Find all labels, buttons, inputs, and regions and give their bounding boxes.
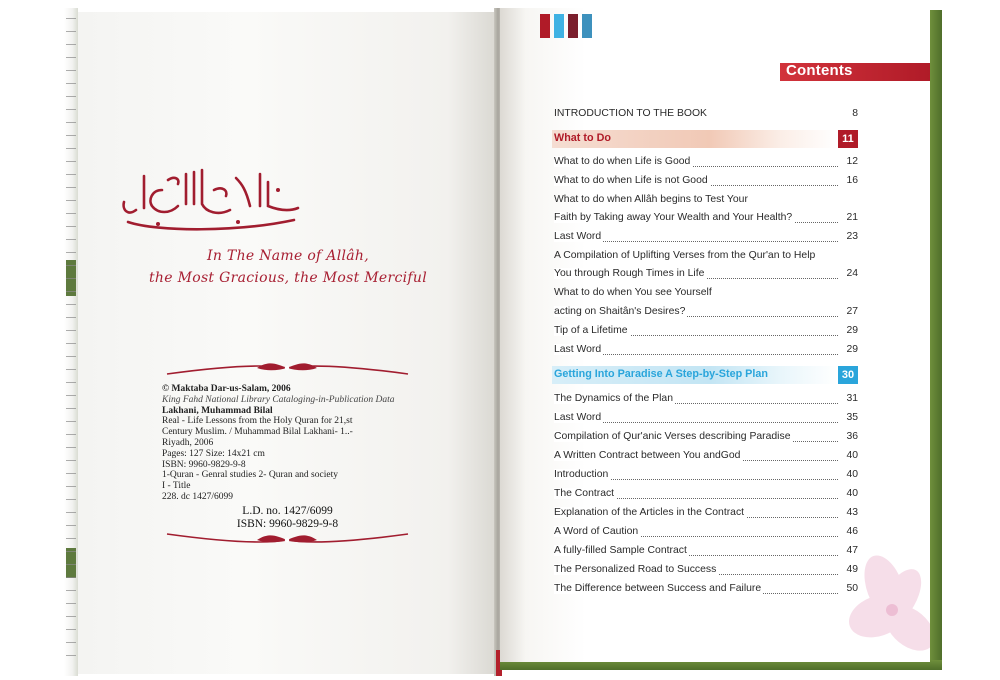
toc-entry bbox=[554, 212, 858, 230]
toc-entry-page: 16 bbox=[846, 175, 858, 186]
toc-entry-title: The Difference between Success and Failure bbox=[554, 583, 762, 594]
toc-entry-page: 8 bbox=[852, 108, 858, 119]
toc-entry-page: 35 bbox=[846, 412, 858, 423]
toc-entry-title: A fully-filled Sample Contract bbox=[554, 545, 687, 556]
toc-entry-title: What to do when Life is Good bbox=[554, 156, 691, 167]
color-tab bbox=[582, 14, 592, 38]
toc-entry bbox=[554, 175, 858, 193]
ld-number: L.D. no. 1427/6099 bbox=[242, 505, 333, 517]
toc-entry-page: 12 bbox=[846, 156, 858, 167]
left-page bbox=[78, 12, 498, 674]
toc-entry-title: You through Rough Times in Life bbox=[554, 268, 705, 279]
pub-line: 228. dc 1427/6099 bbox=[162, 491, 233, 502]
toc-entry-title: The Contract bbox=[554, 488, 615, 499]
toc-entry-page: 29 bbox=[846, 344, 858, 355]
toc-entry-page: 21 bbox=[846, 212, 858, 223]
flower-watermark-icon bbox=[830, 528, 930, 662]
section-title: What to Do bbox=[554, 132, 611, 144]
page-edge-texture bbox=[66, 18, 76, 666]
toc-entry bbox=[554, 450, 858, 468]
toc-entry-title: A Written Contract between You andGod bbox=[554, 450, 741, 461]
toc-entry-title: The Personalized Road to Success bbox=[554, 564, 717, 575]
toc-entry-title: A Compilation of Uplifting Verses from the Qur'an to Help bbox=[554, 250, 816, 261]
toc-entry-title: Last Word bbox=[554, 344, 602, 355]
catalog-line: King Fahd National Library Cataloging-in-Publication Data bbox=[162, 394, 395, 405]
toc-entry-page: 49 bbox=[846, 564, 858, 575]
ornament-divider-top-icon bbox=[165, 356, 410, 380]
toc-entry-title: Last Word bbox=[554, 412, 602, 423]
pub-line: Riyadh, 2006 bbox=[162, 437, 214, 448]
toc-entry-title: What to do when You see Yourself bbox=[554, 287, 712, 298]
section-header-getting-into-paradise bbox=[552, 366, 858, 384]
pub-line: Pages: 127 Size: 14x21 cm bbox=[162, 448, 265, 459]
right-page bbox=[500, 8, 930, 662]
color-tabs bbox=[540, 14, 592, 38]
toc-entry-title: Explanation of the Articles in the Contract bbox=[554, 507, 745, 518]
toc-entry-title: Last Word bbox=[554, 231, 602, 242]
publication-info bbox=[162, 384, 402, 503]
toc-entry-intro bbox=[554, 108, 858, 126]
section-page: 30 bbox=[838, 366, 858, 384]
toc-entry bbox=[554, 583, 858, 601]
toc-entry-title: INTRODUCTION TO THE BOOK bbox=[554, 108, 707, 119]
contents-banner bbox=[780, 63, 930, 81]
toc-entry-title: acting on Shaitân's Desires? bbox=[554, 306, 686, 317]
ornament-divider-bottom-icon bbox=[165, 528, 410, 552]
toc-entry bbox=[554, 393, 858, 411]
basmala-calligraphy-icon bbox=[118, 160, 308, 240]
color-tab bbox=[540, 14, 550, 38]
toc-entry-page: 29 bbox=[846, 325, 858, 336]
contents-title: Contents bbox=[786, 62, 853, 79]
blessing-line-2: the Most Gracious, the Most Merciful bbox=[149, 270, 427, 286]
author-line: Lakhani, Muhammad Bilal bbox=[162, 405, 273, 416]
toc-entry-page: 36 bbox=[846, 431, 858, 442]
toc-entry-title: Tip of a Lifetime bbox=[554, 325, 628, 336]
color-tab bbox=[554, 14, 564, 38]
toc-entry-page: 40 bbox=[846, 488, 858, 499]
color-tab bbox=[568, 14, 578, 38]
toc-entry bbox=[554, 325, 858, 343]
pub-line: 1-Quran - Genral studies 2- Quran and society bbox=[162, 470, 338, 481]
toc-entry-title: Faith by Taking away Your Wealth and Your Health? bbox=[554, 212, 793, 223]
toc-entry bbox=[554, 268, 858, 286]
pub-line: Real - Life Lessons from the Holy Quran for 21,st bbox=[162, 416, 353, 427]
toc-entry-page: 47 bbox=[846, 545, 858, 556]
toc-entry-page: 40 bbox=[846, 469, 858, 480]
right-cover-edge bbox=[930, 10, 942, 662]
toc-entry-page: 31 bbox=[846, 393, 858, 404]
toc-entry bbox=[554, 412, 858, 430]
toc-entry bbox=[554, 564, 858, 582]
toc-entry bbox=[554, 250, 858, 268]
copyright-line: © Maktaba Dar-us-Salam, 2006 bbox=[162, 384, 291, 394]
toc-entry bbox=[554, 306, 858, 324]
toc-entry-title: What to do when Life is not Good bbox=[554, 175, 708, 186]
toc-entry-page: 40 bbox=[846, 450, 858, 461]
toc-entry bbox=[554, 526, 858, 544]
toc-entry bbox=[554, 287, 858, 305]
toc-entry-page: 27 bbox=[846, 306, 858, 317]
toc-entry-page: 50 bbox=[846, 583, 858, 594]
pub-line: ISBN: 9960-9829-9-8 bbox=[162, 459, 246, 470]
toc-entry-page: 23 bbox=[846, 231, 858, 242]
toc-entry-page: 43 bbox=[846, 507, 858, 518]
blessing-line-1: In The Name of Allâh, bbox=[207, 248, 369, 264]
pub-line: Century Muslim. / Muhammad Bilal Lakhani- 1..- bbox=[162, 427, 353, 438]
toc-entry bbox=[554, 431, 858, 449]
pub-line: I - Title bbox=[162, 481, 191, 492]
toc-entry bbox=[554, 488, 858, 506]
toc-entry bbox=[554, 344, 858, 362]
toc-entry-title: What to do when Allâh begins to Test Your bbox=[554, 194, 748, 205]
toc-entry bbox=[554, 194, 858, 212]
toc-entry-page: 24 bbox=[846, 268, 858, 279]
isbn-number: ISBN: 9960-9829-9-8 bbox=[236, 518, 339, 530]
toc-entry-page: 46 bbox=[846, 526, 858, 537]
toc-entry bbox=[554, 156, 858, 174]
toc-entry bbox=[554, 231, 858, 249]
section-title: Getting Into Paradise A Step-by-Step Plan bbox=[554, 368, 768, 380]
section-page: 11 bbox=[838, 130, 858, 148]
toc-entry bbox=[554, 469, 858, 487]
toc-entry-title: Introduction bbox=[554, 469, 609, 480]
section-header-what-to-do bbox=[552, 130, 858, 148]
toc-entry bbox=[554, 507, 858, 525]
toc-entry-title: The Dynamics of the Plan bbox=[554, 393, 673, 404]
toc-entry bbox=[554, 545, 858, 563]
toc-entry-title: A Word of Caution bbox=[554, 526, 639, 537]
toc-entry-title: Compilation of Qur'anic Verses describing Paradise bbox=[554, 431, 791, 442]
